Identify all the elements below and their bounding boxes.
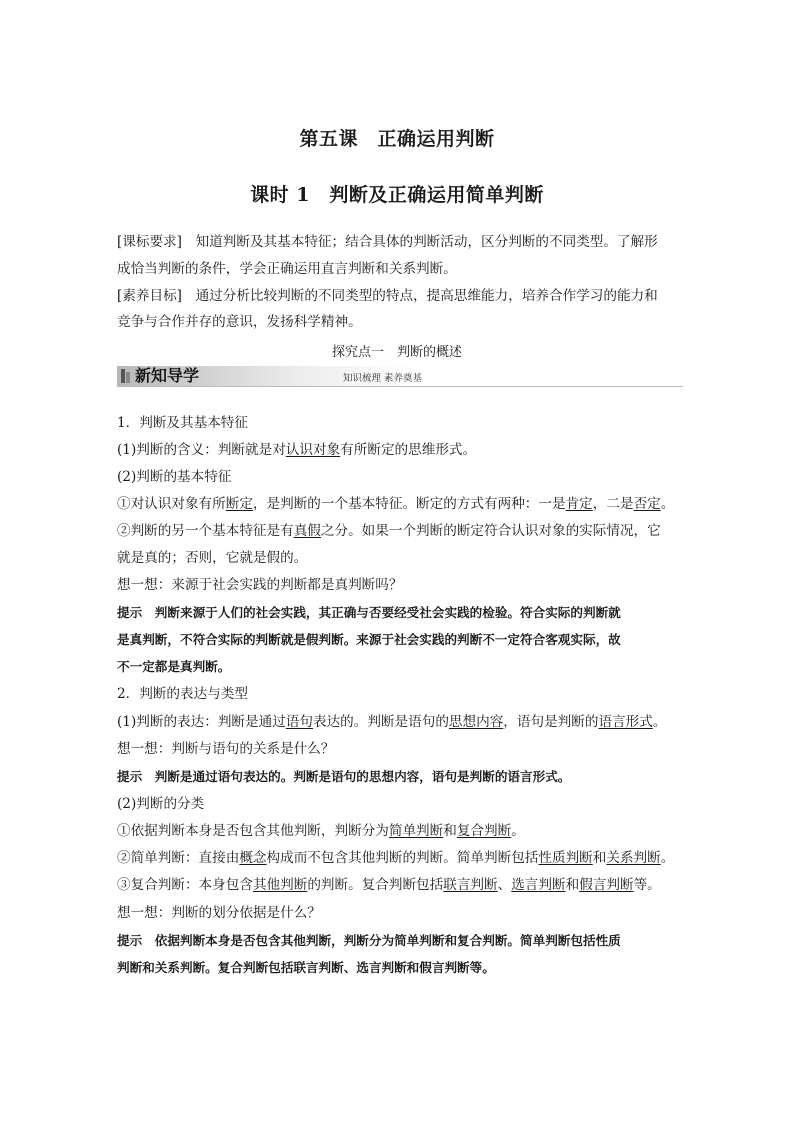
- section-title: 课时 1 判断及正确运用简单判断: [250, 184, 544, 206]
- goals-line-2: 竞争与合作并存的意识，发扬科学精神。: [117, 314, 362, 330]
- s1-features-heading: (2)判断的基本特征: [117, 469, 232, 485]
- s2-heading: 2．判断的表达与类型: [117, 686, 248, 702]
- banner-subtitle: 知识梳理 素养奠基: [343, 373, 423, 384]
- goals-line-1: [素养目标] 通过分析比较判断的不同类型的特点，提高思维能力，培养合作学习的能力和: [117, 288, 658, 304]
- s2-think-1: 想一想：判断与语句的关系是什么？: [117, 741, 335, 757]
- blank-answer: 简单判断: [388, 823, 444, 839]
- explore-point-heading: 探究点一 判断的概述: [331, 345, 462, 360]
- s2-class-3: [117, 875, 683, 895]
- blank-answer: 复合判断: [456, 823, 512, 839]
- blank-answer: 语言形式: [598, 714, 653, 730]
- s1-hint-line-3: 不一定都是真判断。: [117, 659, 231, 674]
- text: 等。: [633, 877, 661, 893]
- s1-hint-line-2: 是真判断，不符合实际的判断就是假判断。来源于社会实践的判断不一定符合客观实际，故: [117, 632, 621, 647]
- s2-class-1: [117, 821, 683, 841]
- text: 。: [652, 714, 667, 730]
- text: ②判断的另一个基本特征是有: [117, 523, 294, 539]
- s1-heading: 1．判断及其基本特征: [117, 415, 248, 431]
- text: ①依据判断本身是否包含其他判断，判断分为: [117, 823, 389, 839]
- text: ，二是: [592, 496, 634, 512]
- text: (1)判断的含义：判断就是对: [117, 442, 286, 458]
- blank-answer: 思想内容: [448, 714, 504, 730]
- s2-hint-2-line-1: 提示 依据判断本身是否包含其他判断，判断分为简单判断和复合判断。简单判断包括性质: [117, 933, 621, 948]
- blank-answer: 联言判断: [443, 877, 498, 893]
- text: 之分。如果一个判断的断定符合认识对象的实际情况，它: [320, 523, 661, 539]
- blank-answer: 选言判断: [511, 877, 566, 893]
- s1-think: 想一想：来源于社会实践的判断都是真判断吗？: [117, 577, 403, 593]
- text: 表达的。判断是语句的: [312, 714, 449, 730]
- blank-answer: 性质判断: [538, 850, 593, 866]
- text: 和: [592, 850, 607, 866]
- blank-answer: 假言判断: [579, 877, 634, 893]
- requirements-line-2: 成恰当判断的条件，学会正确运用直言判断和关系判断。: [117, 261, 457, 277]
- banner-underline: [117, 386, 683, 387]
- bookmark-icon: [121, 369, 131, 383]
- blank-answer: 其他判断: [252, 877, 308, 893]
- s1-hint-line-1: 提示 判断来源于人们的社会实践，其正确与否要经受社会实践的检验。符合实际的判断就: [117, 605, 621, 620]
- text: 。: [660, 850, 675, 866]
- blank-answer: 断定: [225, 496, 253, 512]
- text: (1)判断的表达：判断是通过: [117, 714, 286, 730]
- s1-feature-1: [117, 494, 683, 514]
- blank-answer: 否定: [633, 496, 661, 512]
- blank-answer: 关系判断: [606, 850, 661, 866]
- blank-answer: 认识对象: [285, 442, 341, 458]
- s1-feature-2: [117, 521, 683, 541]
- text: 和: [443, 823, 457, 839]
- s2-class-2: [117, 848, 683, 868]
- text: 。: [660, 496, 675, 512]
- blank-answer: 语句: [285, 714, 313, 730]
- s2-think-2: 想一想：判断的划分依据是什么？: [117, 905, 321, 921]
- s2-hint-2-line-2: 判断和关系判断。复合判断包括联言判断、选言判断和假言判断等。: [117, 960, 495, 975]
- s2-expression: [117, 712, 683, 732]
- text: ③复合判断：本身包含: [117, 877, 253, 893]
- text: 、: [497, 877, 512, 893]
- text: ，语句是判断的: [503, 714, 599, 730]
- text: 有所断定的思维形式。: [340, 442, 477, 458]
- text: 。: [511, 823, 525, 839]
- s2-hint-1: 提示 判断是通过语句表达的。判断是语句的思想内容，语句是判断的语言形式。: [117, 769, 571, 784]
- blank-answer: 真假: [293, 523, 321, 539]
- banner-title: 新知导学: [135, 366, 200, 385]
- section-banner: [117, 366, 683, 388]
- text: ②简单判断：直接由: [117, 850, 240, 866]
- text: ①对认识对象有所: [117, 496, 226, 512]
- s2-classification-heading: (2)判断的分类: [117, 796, 205, 812]
- blank-answer: 肯定: [565, 496, 593, 512]
- blank-answer: 概念: [239, 850, 267, 866]
- text: 和: [565, 877, 580, 893]
- text: ，是判断的一个基本特征。断定的方式有两种：一是: [252, 496, 566, 512]
- s1-definition: [117, 440, 683, 460]
- lesson-title: 第五课 正确运用判断: [299, 128, 495, 150]
- text: 的判断。复合判断包括: [307, 877, 444, 893]
- requirements-line-1: [课标要求] 知道判断及其基本特征；结合具体的判断活动，区分判断的不同类型。了解形: [117, 234, 658, 250]
- s1-feature-2-cont: 就是真的；否则，它就是假的。: [117, 550, 308, 566]
- text: 构成而不包含其他判断的判断。简单判断包括: [266, 850, 539, 866]
